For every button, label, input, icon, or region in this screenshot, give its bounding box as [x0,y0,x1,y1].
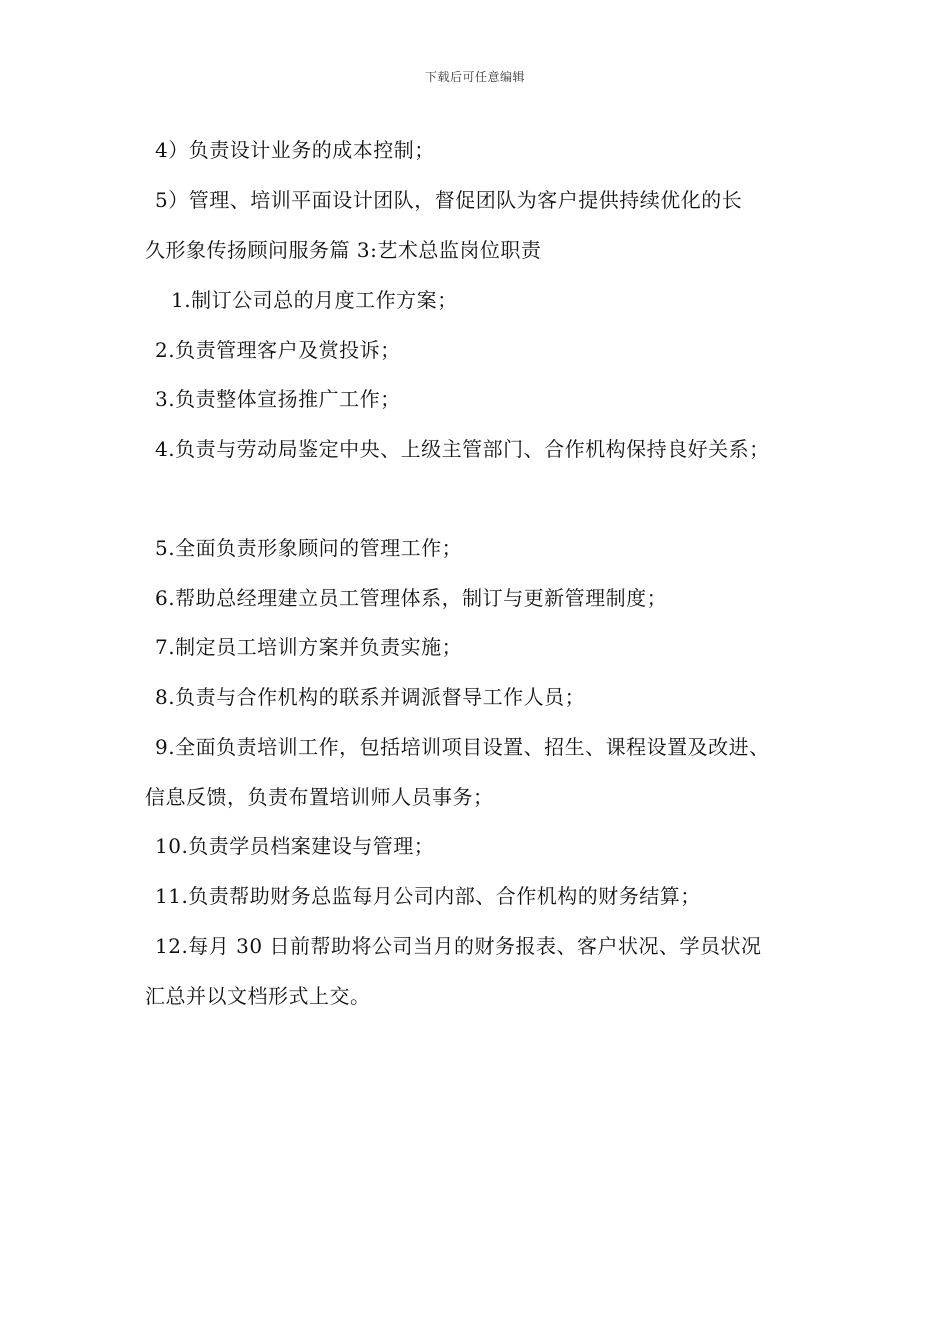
body-line: 7.制定员工培训方案并负责实施； [155,635,463,659]
body-line: 3.负责整体宣扬推广工作； [155,387,401,411]
page-header: 下载后可任意编辑 [424,70,525,84]
body-line: 6.帮助总经理建立员工管理体系，制订与更新管理制度； [155,586,668,610]
body-line: 5）管理、培训平面设计团队，督促团队为客户提供持续优化的长 [155,188,743,212]
body-line: 2.负责管理客户及赏投诉； [155,338,401,362]
body-line: 8.负责与合作机构的联系并调派督导工作人员； [155,685,586,709]
body-line: 4）负责设计业务的成本控制； [155,138,435,162]
body-line: 12.每月 30 日前帮助将公司当月的财务报表、客户状况、学员状况 [155,934,762,958]
body-line: 9.全面负责培训工作，包括培训项目设置、招生、课程设置及改进、 [155,735,770,759]
body-line: 1.制订公司总的月度工作方案； [171,288,458,312]
body-line: 信息反馈，负责布置培训师人员事务； [145,785,494,809]
body-line: 5.全面负责形象顾问的管理工作； [155,536,463,560]
body-line: 11.负责帮助财务总监每月公司内部、合作机构的财务结算； [155,884,701,908]
body-line: 久形象传扬顾问服务篇 3:艺术总监岗位职责 [145,238,542,262]
body-line: 10.负责学员档案建设与管理； [155,834,435,858]
body-line: 4.负责与劳动局鉴定中央、上级主管部门、合作机构保持良好关系； [155,437,770,461]
body-line: 汇总并以文档形式上交。 [145,984,371,1008]
